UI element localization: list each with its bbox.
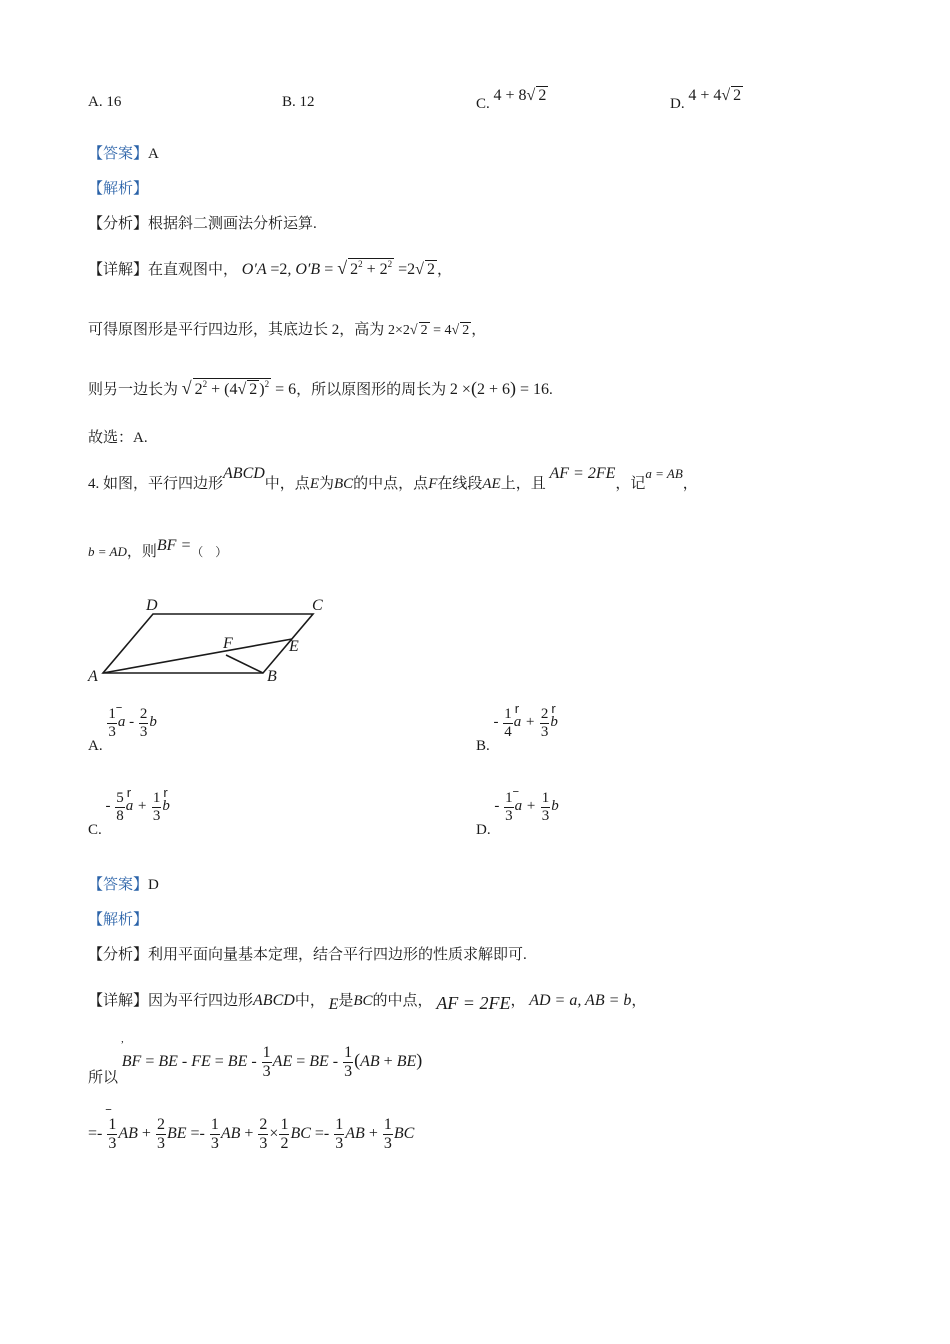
q3-option-d bbox=[670, 87, 743, 113]
q4-stem-t3: 为 bbox=[318, 476, 334, 492]
q3-analysis bbox=[88, 212, 317, 233]
q4-stem-t5: 在线段 bbox=[437, 476, 483, 492]
q4-line2 bbox=[88, 1038, 423, 1086]
q4-option-a-expr: $\frac{1}{3}$ -- a - $\frac{2}{3}$ b bbox=[106, 714, 157, 730]
q4-stem-a-def: a = AB bbox=[645, 466, 683, 481]
answer-tag: 【答案】 bbox=[88, 877, 149, 893]
q3-line2-text: 可得原图形是平行四边形，其底边长 2，高为 bbox=[88, 322, 385, 338]
q4-option-b-label: B. bbox=[476, 738, 490, 755]
q4-option-c-expr: - $\frac{5}{8}$ r a + $\frac{1}{3}$ r b bbox=[106, 798, 170, 814]
q3-option-d-label: D. bbox=[670, 96, 685, 112]
parallelogram-abcd bbox=[103, 614, 313, 673]
q3-option-d-value: 4 + 4√ 2 bbox=[688, 87, 742, 104]
q4-stem-af-eq: AF = 2FE bbox=[549, 465, 616, 482]
detail-t6: ， bbox=[631, 993, 647, 1009]
detail-t2: 中， bbox=[294, 993, 325, 1009]
detail-abcd: ABCD bbox=[253, 992, 295, 1009]
analysis-tag: 【分析】 bbox=[88, 947, 149, 963]
q4-stem-t4: 的中点，点 bbox=[353, 476, 429, 492]
q4-stem-e: E bbox=[309, 476, 319, 492]
q3-option-c-label: C. bbox=[476, 96, 490, 112]
q3-jiexi-tag: 【解析】 bbox=[88, 181, 149, 197]
q4-stem-abcd: ABCD bbox=[223, 465, 265, 482]
q3-option-b: B. 12 bbox=[282, 94, 315, 110]
q4-option-b-expr: - $\frac{1}{4}$ r a + $\frac{2}{3}$ r b bbox=[494, 714, 558, 730]
q4-option-d-label: D. bbox=[476, 822, 491, 839]
detail-e: E bbox=[328, 996, 339, 1013]
detail-lead: 在直观图中， bbox=[148, 262, 239, 278]
q4-number: 4. bbox=[88, 476, 100, 492]
q4-stem-t1: 如图，平行四边形 bbox=[103, 476, 224, 492]
q4-line3-equation: =- -- $\frac{1}{3}$ AB + $\frac{2}{3}$ BE =- $\frac{1}{3}$ AB + $\frac{2}{3}$ × $\frac{1}{2}$ BC =- $\frac{1}{3}$ AB + $\frac{1}{3}$ BC bbox=[88, 1125, 414, 1142]
q4-stem2-t1: ，则 bbox=[126, 544, 157, 560]
q4-option-c bbox=[88, 790, 170, 839]
detail-t3: 是 bbox=[338, 993, 354, 1009]
parallelogram-figure bbox=[80, 590, 340, 690]
q3-line2-equation: 2×2√ 2 = 4√ 2 bbox=[388, 323, 470, 338]
detail-vectors: AD = a, AB = b bbox=[529, 992, 632, 1009]
answer-tag: 【答案】 bbox=[88, 146, 149, 162]
q4-stem2-bf: BF = bbox=[156, 537, 192, 554]
label-e: E bbox=[289, 638, 299, 655]
q4-line3 bbox=[88, 1116, 414, 1152]
segment-fb bbox=[226, 655, 263, 673]
q4-line2-lead: 所以 bbox=[88, 1069, 119, 1086]
detail-equation: O′A =2, O′B = √ $2^2 + 2^2 =2√$ 2 bbox=[241, 258, 435, 278]
label-c: C bbox=[312, 597, 323, 614]
label-d: D bbox=[146, 597, 158, 614]
segment-ae bbox=[103, 639, 292, 673]
label-b: B bbox=[267, 668, 277, 685]
q4-jiexi-tag: 【解析】 bbox=[88, 912, 149, 928]
detail-bc: BC bbox=[353, 993, 373, 1009]
q4-option-d bbox=[476, 790, 559, 839]
q4-stem-t2: 中，点 bbox=[264, 476, 310, 492]
q4-option-b bbox=[476, 706, 558, 755]
q4-stem-ae: AE bbox=[482, 476, 501, 492]
q4-stem2-paren: （ ） bbox=[191, 545, 228, 559]
q4-line2-equation: BF ʼ = BE - FE = BE - $\frac{1}{3}$ AE = BE - $\frac{1}{3}$ (AB + BE) bbox=[119, 1038, 423, 1080]
q4-answer bbox=[88, 873, 159, 894]
q4-stem-f: F bbox=[428, 476, 438, 492]
q4-option-c-label: C. bbox=[88, 822, 102, 839]
answer-value: A bbox=[148, 146, 159, 162]
q4-option-a bbox=[88, 706, 157, 755]
q4-option-a-label: A. bbox=[88, 738, 103, 755]
analysis-tag: 【分析】 bbox=[88, 216, 149, 232]
q4-stem-t8: ， bbox=[682, 476, 698, 492]
detail-t5: ， bbox=[510, 993, 526, 1009]
detail-tag: 【详解】 bbox=[88, 993, 149, 1009]
q4-detail bbox=[88, 989, 647, 1013]
detail-t1: 因为平行四边形 bbox=[148, 993, 254, 1009]
label-f: F bbox=[223, 635, 233, 652]
q4-analysis bbox=[88, 943, 527, 964]
q3-option-a: A. 16 bbox=[88, 94, 122, 110]
q4-option-d-expr: - $\frac{1}{3}$ -- a + $\frac{1}{3}$ b bbox=[494, 798, 558, 814]
q3-option-c-value: 4 + 8√ 2 bbox=[493, 87, 547, 104]
q4-stem-bc: BC bbox=[334, 476, 354, 492]
analysis-text: 根据斜二测画法分析运算. bbox=[148, 216, 317, 232]
q3-answer bbox=[88, 142, 159, 163]
q3-option-c bbox=[476, 87, 548, 113]
q3-line3-text2: ，所以原图形的周长为 bbox=[296, 382, 447, 398]
q3-detail bbox=[88, 258, 452, 279]
analysis-text: 利用平面向量基本定理，结合平行四边形的性质求解即可. bbox=[148, 947, 527, 963]
q3-choose: 故选：A. bbox=[88, 430, 148, 446]
answer-value: D bbox=[148, 877, 159, 893]
detail-af-eq: AF = 2FE bbox=[436, 993, 511, 1013]
detail-tag: 【详解】 bbox=[88, 262, 149, 278]
q3-line3-equation1: √ $2^2 + (4√$ 2 )$^2$ = 6 bbox=[181, 378, 297, 398]
q4-stem-t6: 上，且 bbox=[500, 476, 546, 492]
detail-tail: ， bbox=[436, 262, 452, 278]
q4-stem2-b-def: b = AD bbox=[88, 544, 127, 559]
q3-line3-text1: 则另一边长为 bbox=[88, 382, 179, 398]
q4-stem-t7: ，记 bbox=[615, 476, 646, 492]
q4-stem bbox=[88, 465, 698, 493]
q3-line2-tail: ， bbox=[471, 322, 487, 338]
q4-stem2 bbox=[88, 537, 228, 561]
q3-line3-equation2: 2 ×(2 + 6) = 16 bbox=[449, 378, 550, 398]
q3-line2 bbox=[88, 318, 486, 339]
detail-t4: 的中点， bbox=[372, 993, 433, 1009]
q3-line3 bbox=[88, 378, 553, 399]
label-a: A bbox=[88, 668, 98, 685]
q3-line3-tail: . bbox=[549, 382, 553, 398]
